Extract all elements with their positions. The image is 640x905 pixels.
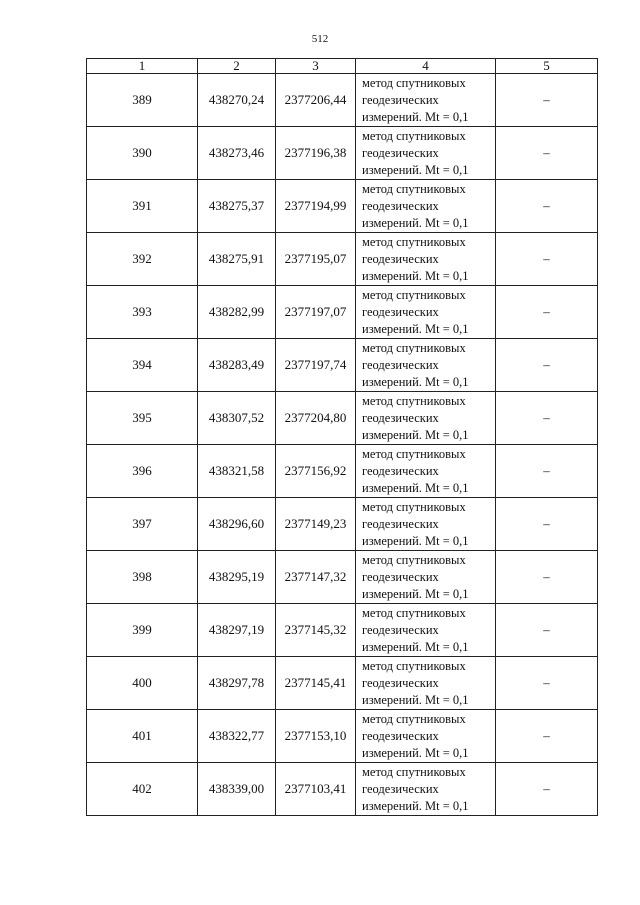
dash-cell: – (496, 339, 598, 392)
table-row (87, 233, 598, 286)
method-line: геодезических (362, 304, 439, 319)
method-line: метод спутниковых (362, 446, 466, 461)
method-cell (356, 339, 496, 392)
table-row (87, 763, 598, 816)
y-coordinate-cell: 2377145,32 (276, 604, 356, 657)
method-line: геодезических (362, 357, 439, 372)
point-number-cell: 394 (87, 339, 198, 392)
method-line: геодезических (362, 463, 439, 478)
table-row (87, 710, 598, 763)
method-line: метод спутниковых (362, 552, 466, 567)
method-line: метод спутниковых (362, 181, 466, 196)
method-cell (356, 657, 496, 710)
table-row (87, 180, 598, 233)
y-coordinate-cell: 2377194,99 (276, 180, 356, 233)
method-cell (356, 763, 496, 816)
table-row (87, 657, 598, 710)
point-number-cell: 395 (87, 392, 198, 445)
header-col-5: 5 (496, 59, 598, 74)
table-body (87, 74, 598, 816)
y-coordinate-cell: 2377197,74 (276, 339, 356, 392)
header-col-1: 1 (87, 59, 198, 74)
y-coordinate-cell: 2377206,44 (276, 74, 356, 127)
method-line: метод спутниковых (362, 711, 466, 726)
method-line: геодезических (362, 198, 439, 213)
x-coordinate-cell: 438295,19 (198, 551, 276, 604)
dash-cell: – (496, 74, 598, 127)
method-line: геодезических (362, 569, 439, 584)
method-line: измерений. Mt = 0,1 (362, 586, 469, 601)
method-line: измерений. Mt = 0,1 (362, 215, 469, 230)
y-coordinate-cell: 2377196,38 (276, 127, 356, 180)
method-line: измерений. Mt = 0,1 (362, 427, 469, 442)
x-coordinate-cell: 438275,91 (198, 233, 276, 286)
method-line: измерений. Mt = 0,1 (362, 480, 469, 495)
method-line: геодезических (362, 92, 439, 107)
method-cell (356, 392, 496, 445)
table-header-row (87, 59, 598, 74)
method-line: геодезических (362, 728, 439, 743)
method-cell (356, 551, 496, 604)
point-number-cell: 401 (87, 710, 198, 763)
point-number-cell: 393 (87, 286, 198, 339)
table-row (87, 498, 598, 551)
method-cell (356, 286, 496, 339)
y-coordinate-cell: 2377147,32 (276, 551, 356, 604)
method-line: измерений. Mt = 0,1 (362, 745, 469, 760)
method-line: измерений. Mt = 0,1 (362, 162, 469, 177)
point-number-cell: 402 (87, 763, 198, 816)
dash-cell: – (496, 127, 598, 180)
dash-cell: – (496, 657, 598, 710)
point-number-cell: 400 (87, 657, 198, 710)
method-line: измерений. Mt = 0,1 (362, 798, 469, 813)
point-number-cell: 392 (87, 233, 198, 286)
x-coordinate-cell: 438321,58 (198, 445, 276, 498)
method-cell (356, 74, 496, 127)
method-cell (356, 498, 496, 551)
table-row (87, 127, 598, 180)
table-row (87, 392, 598, 445)
point-number-cell: 399 (87, 604, 198, 657)
table-row (87, 339, 598, 392)
method-line: геодезических (362, 622, 439, 637)
header-col-2: 2 (198, 59, 276, 74)
method-line: геодезических (362, 781, 439, 796)
x-coordinate-cell: 438307,52 (198, 392, 276, 445)
dash-cell: – (496, 763, 598, 816)
method-cell (356, 710, 496, 763)
y-coordinate-cell: 2377197,07 (276, 286, 356, 339)
x-coordinate-cell: 438339,00 (198, 763, 276, 816)
table-row (87, 604, 598, 657)
point-number-cell: 391 (87, 180, 198, 233)
method-line: измерений. Mt = 0,1 (362, 321, 469, 336)
point-number-cell: 398 (87, 551, 198, 604)
method-line: измерений. Mt = 0,1 (362, 692, 469, 707)
point-number-cell: 389 (87, 74, 198, 127)
point-number-cell: 397 (87, 498, 198, 551)
dash-cell: – (496, 180, 598, 233)
table-row (87, 286, 598, 339)
dash-cell: – (496, 286, 598, 339)
x-coordinate-cell: 438322,77 (198, 710, 276, 763)
x-coordinate-cell: 438283,49 (198, 339, 276, 392)
method-cell (356, 445, 496, 498)
x-coordinate-cell: 438282,99 (198, 286, 276, 339)
method-line: метод спутниковых (362, 234, 466, 249)
method-cell (356, 180, 496, 233)
x-coordinate-cell: 438275,37 (198, 180, 276, 233)
point-number-cell: 390 (87, 127, 198, 180)
y-coordinate-cell: 2377195,07 (276, 233, 356, 286)
header-col-3: 3 (276, 59, 356, 74)
method-line: метод спутниковых (362, 605, 466, 620)
y-coordinate-cell: 2377204,80 (276, 392, 356, 445)
method-line: геодезических (362, 410, 439, 425)
method-cell (356, 604, 496, 657)
table-row (87, 445, 598, 498)
coordinates-table (86, 58, 598, 816)
method-line: измерений. Mt = 0,1 (362, 109, 469, 124)
method-line: измерений. Mt = 0,1 (362, 533, 469, 548)
method-cell (356, 233, 496, 286)
method-line: измерений. Mt = 0,1 (362, 639, 469, 654)
method-line: измерений. Mt = 0,1 (362, 374, 469, 389)
y-coordinate-cell: 2377103,41 (276, 763, 356, 816)
method-line: метод спутниковых (362, 499, 466, 514)
method-line: геодезических (362, 251, 439, 266)
method-line: метод спутниковых (362, 764, 466, 779)
method-cell (356, 127, 496, 180)
dash-cell: – (496, 445, 598, 498)
method-line: геодезических (362, 675, 439, 690)
method-line: метод спутниковых (362, 340, 466, 355)
method-line: метод спутниковых (362, 75, 466, 90)
method-line: геодезических (362, 145, 439, 160)
method-line: метод спутниковых (362, 287, 466, 302)
point-number-cell: 396 (87, 445, 198, 498)
method-line: измерений. Mt = 0,1 (362, 268, 469, 283)
x-coordinate-cell: 438297,78 (198, 657, 276, 710)
dash-cell: – (496, 233, 598, 286)
dash-cell: – (496, 498, 598, 551)
header-col-4: 4 (356, 59, 496, 74)
table-row (87, 74, 598, 127)
dash-cell: – (496, 551, 598, 604)
method-line: геодезических (362, 516, 439, 531)
page-number: 512 (311, 33, 329, 45)
y-coordinate-cell: 2377156,92 (276, 445, 356, 498)
dash-cell: – (496, 604, 598, 657)
method-line: метод спутниковых (362, 393, 466, 408)
x-coordinate-cell: 438297,19 (198, 604, 276, 657)
y-coordinate-cell: 2377149,23 (276, 498, 356, 551)
dash-cell: – (496, 392, 598, 445)
x-coordinate-cell: 438270,24 (198, 74, 276, 127)
method-line: метод спутниковых (362, 128, 466, 143)
method-line: метод спутниковых (362, 658, 466, 673)
dash-cell: – (496, 710, 598, 763)
x-coordinate-cell: 438273,46 (198, 127, 276, 180)
table-row (87, 551, 598, 604)
y-coordinate-cell: 2377153,10 (276, 710, 356, 763)
x-coordinate-cell: 438296,60 (198, 498, 276, 551)
y-coordinate-cell: 2377145,41 (276, 657, 356, 710)
